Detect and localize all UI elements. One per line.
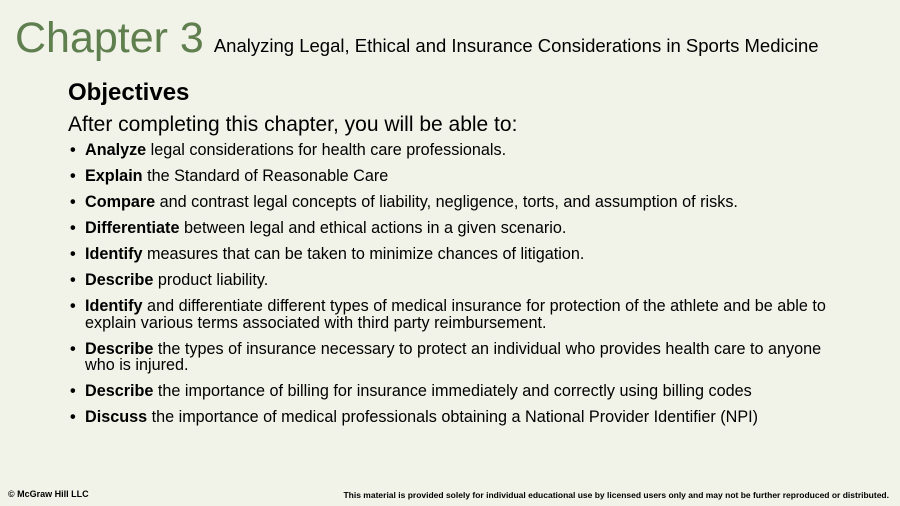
list-item <box>68 383 848 400</box>
objective-text: the types of insurance necessary to protect an individual who provides health care to anyone who is injured. <box>85 339 822 374</box>
bullet-icon: • <box>70 408 76 426</box>
objective-verb: Explain <box>85 167 143 185</box>
bullet-icon: • <box>70 339 76 358</box>
objective-verb: Identify <box>85 245 143 263</box>
objective-text: the importance of billing for insurance immediately and correctly using billing codes <box>153 382 752 400</box>
objective-verb: Describe <box>85 271 154 289</box>
objective-text: measures that can be taken to minimize chances of litigation. <box>142 245 585 263</box>
bullet-icon: • <box>70 297 76 315</box>
slide-title <box>15 14 890 63</box>
objective-text: and differentiate different types of medical insurance for protection of the athlete and be able to explain various terms associated with third party reimbursement. <box>85 297 826 332</box>
objectives-list <box>68 142 848 435</box>
objective-verb: Analyze <box>85 141 147 159</box>
objective-verb: Identify <box>85 297 143 315</box>
list-item <box>68 194 848 211</box>
objective-text: legal considerations for health care professionals. <box>146 141 507 159</box>
bullet-icon: • <box>70 193 76 211</box>
chapter-title: Chapter 3 <box>15 14 204 62</box>
bullet-icon: • <box>70 141 76 159</box>
list-item <box>68 220 848 237</box>
bullet-icon: • <box>70 382 76 400</box>
objective-text: between legal and ethical actions in a given scenario. <box>179 219 567 237</box>
list-item <box>68 246 848 263</box>
usage-notice: This material is provided solely for individual educational use by licensed users only and may not be further reproduced or distributed. <box>343 490 889 500</box>
list-item <box>68 341 848 374</box>
list-item <box>68 298 848 331</box>
objective-verb: Discuss <box>85 408 148 426</box>
objectives-intro: After completing this chapter, you will be able to: <box>68 113 518 136</box>
objective-text: product liability. <box>153 271 269 289</box>
bullet-icon: • <box>70 167 76 185</box>
list-item <box>68 168 848 185</box>
objective-verb: Compare <box>85 193 156 211</box>
list-item <box>68 142 848 159</box>
objective-text: the Standard of Reasonable Care <box>142 167 389 185</box>
chapter-subtitle: Analyzing Legal, Ethical and Insurance Considerations in Sports Medicine <box>213 35 819 56</box>
copyright-notice: © McGraw Hill LLC <box>8 489 89 499</box>
list-item <box>68 409 848 426</box>
objective-verb: Describe <box>85 382 154 400</box>
list-item <box>68 272 848 289</box>
bullet-icon: • <box>70 245 76 263</box>
bullet-icon: • <box>70 271 76 289</box>
objectives-heading: Objectives <box>68 79 190 106</box>
objective-verb: Differentiate <box>85 219 180 237</box>
objective-text: the importance of medical professionals obtaining a National Provider Identifier (NPI) <box>147 408 759 426</box>
objective-verb: Describe <box>85 339 154 358</box>
bullet-icon: • <box>70 219 76 237</box>
objective-text: and contrast legal concepts of liability, negligence, torts, and assumption of risks. <box>155 193 738 211</box>
